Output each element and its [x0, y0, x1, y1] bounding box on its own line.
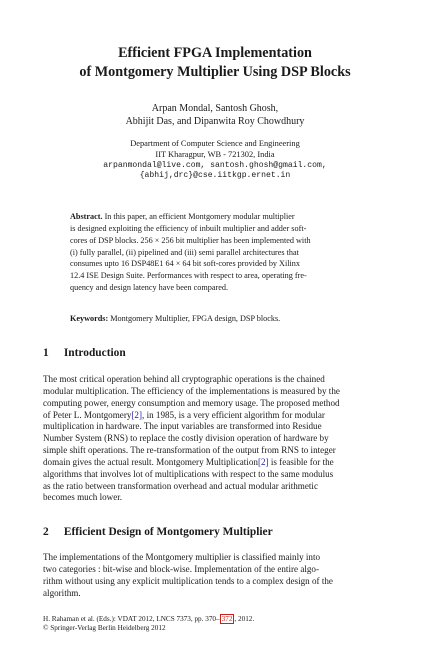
paragraph-line: domain gives the actual result. Montgomery Multiplication[2] is feasible for the [43, 456, 334, 467]
paragraph-line: as the ratio between transformation overhead and actual modular arithmetic [43, 480, 318, 491]
section-heading-introduction [43, 346, 393, 360]
keywords-label: Keywords: [70, 314, 109, 323]
abstract-line: is designed exploiting the efficiency of inbuilt multiplier and adder soft- [70, 223, 307, 233]
abstract-line: consumes upto 16 DSP48E1 64 × 64 bit soft-cores provided by Xilinx [70, 259, 300, 269]
paragraph-line: The implementations of the Montgomery multiplier is classified mainly into [43, 552, 321, 562]
section-title: Efficient Design of Montgomery Multiplier [63, 526, 273, 538]
footer-citation: H. Rahaman et al. (Eds.): VDAT 2012, LNCS 7373, pp. 370– 372 , 2012. [43, 615, 255, 623]
introduction-paragraph [43, 374, 387, 504]
affiliation [0, 139, 430, 182]
paragraph-line: two categories : bit-wise and block-wise. Implementation of the entire algo- [43, 563, 320, 574]
paragraph-line: modular multiplication. The efficiency of the implementations is measured by the [43, 385, 340, 396]
efficient-design-paragraph [43, 552, 387, 599]
abstract-line: (i) fully parallel, (ii) pipelined and (iii) semi parallel architectures that [70, 247, 299, 257]
title-line-2: of Montgomery Multiplier Using DSP Blocks [79, 64, 351, 80]
keywords-text: Montgomery Multiplier, FPGA design, DSP blocks. [110, 314, 281, 323]
abstract-line: cores of DSP blocks. 256 × 256 bit multiplier has been implemented with [70, 235, 311, 245]
paper-title [0, 44, 430, 82]
affiliation-department: Department of Computer Science and Engineering [130, 139, 300, 148]
author-list [0, 102, 430, 128]
paragraph-line: algorithms that involves lot of multiplications with respect to the same modulus [43, 468, 334, 479]
paragraph-line: The most critical operation behind all cryptographic operations is the chained [43, 374, 325, 384]
section-title: Introduction [63, 347, 126, 359]
paragraph-line: Number System (RNS) to replace the costly division operation of hardware by [43, 433, 329, 444]
author-emails-line-1: arpanmondal@live.com, santosh.ghosh@gmail.com, [103, 160, 327, 170]
abstract-line: quency and design latency have been compared. [70, 283, 228, 293]
title-line-1: Efficient FPGA Implementation [118, 45, 312, 61]
paragraph-line: rithm without using any explicit multiplication tends to a complex design of the [43, 575, 333, 586]
section-heading-efficient-design [43, 525, 393, 539]
affiliation-address: IIT Kharagpur, WB - 721302, India [155, 149, 275, 159]
keywords [70, 313, 360, 324]
section-number: 1 [43, 347, 49, 359]
abstract [70, 211, 360, 294]
page-range-end-link[interactable]: 372 [221, 615, 233, 623]
authors-line-1: Arpan Mondal, Santosh Ghosh, [151, 103, 279, 114]
abstract-label: Abstract. [70, 212, 103, 221]
citation-link[interactable]: [2] [257, 456, 269, 467]
authors-line-2: Abhijit Das, and Dipanwita Roy Chowdhury [125, 116, 305, 127]
paragraph-line: multiplication in hardware. The input variables are transformed into Residue [43, 421, 322, 432]
abstract-line: 12.4 ISE Design Suite. Performances with respect to area, operating fre- [70, 271, 307, 281]
paragraph-line: algorithm. [43, 587, 81, 598]
abstract-line: Abstract. In this paper, an efficient Montgomery modular multiplier [70, 212, 295, 221]
paragraph-line: of Peter L. Montgomery[2], in 1985, is a very efficient algorithm for modular [43, 409, 325, 420]
paragraph-line: simple shift operations. The re-transformation of the output from RNS to integer [43, 445, 336, 456]
author-emails-line-2: {abhij,drc}@cse.iitkgp.ernet.in [139, 171, 291, 181]
footer-copyright: © Springer-Verlag Berlin Heidelberg 2012 [43, 624, 166, 632]
publication-footer [43, 615, 393, 633]
section-number: 2 [43, 526, 49, 538]
citation-link[interactable]: [2] [131, 409, 143, 420]
paragraph-line: becomes much lower. [43, 492, 123, 503]
paragraph-line: computing power, energy consumption and memory usage. The proposed method [43, 397, 340, 408]
